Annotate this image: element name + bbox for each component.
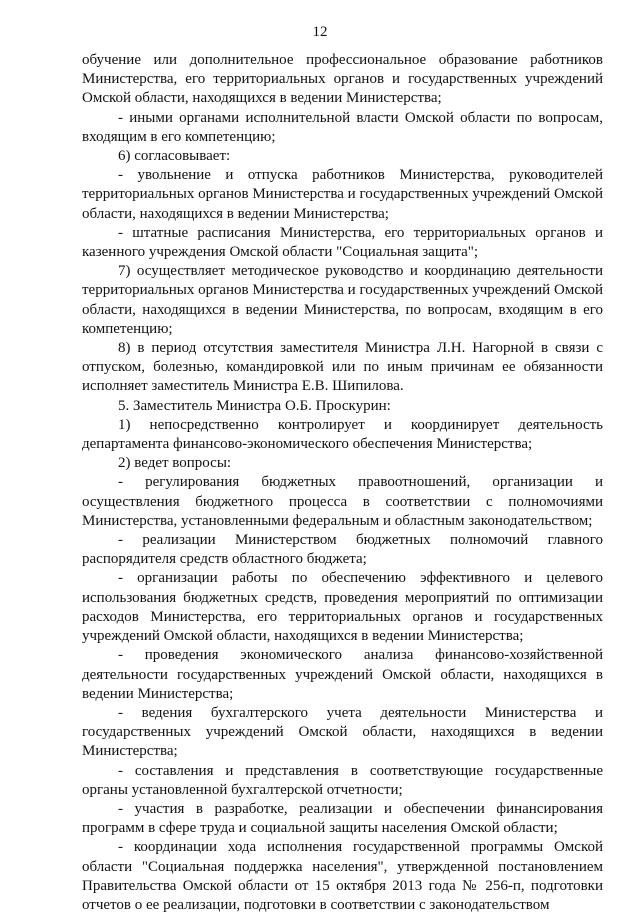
list-item-dismissal: - увольнение и отпуска работников Министерства, руководителей территориальных органов Министерства и государственных учреждений Омской области, находящихся в ведении Министерства; [82,167,603,222]
paragraph-continuation: обучение или дополнительное профессиональное образование работников Министерства, его территориальных органов и государственных учреждений Омской области, находящихся в ведении Министерства; [82,52,603,107]
list-item-staff-schedules: - штатные расписания Министерства, его территориальных органов и казенного учреждения Омской области "Социальная защита"; [82,224,603,261]
list-item-efficient-use: - организации работы по обеспечению эффективного и целевого использования бюджетных средств, проведения мероприятий по оптимизации расходов Министерства, его территориальных органов и государственных учреждений Омской области, находящихся в ведении Министерства; [82,570,603,645]
section-5-heading: 5. Заместитель Министра О.Б. Проскурин: [118,397,391,414]
list-item-budget-relations: - регулирования бюджетных правоотношений, организации и осуществления бюджетного процесса в соответствии с полномочиями Министерства, установленными федеральным и областным законодательством; [82,474,603,529]
list-item-reporting: - составления и представления в соответствующие государственные органы установленной бухгалтерской отчетности; [82,762,603,798]
item-7: 7) осуществляет методическое руководство и координацию деятельности территориальных органов Министерства и государственных учреждений Омской области, находящихся в ведении Министерства, по вопросам, входящим в его компетенцию; [82,263,603,337]
page-number: 12 [312,24,328,40]
list-item-economic-analysis: - проведения экономического анализа финансово-хозяйственной деятельности государственных учреждений Омской области, находящихся в ведении Министерства; [82,647,603,702]
document-body [82,51,603,915]
item-2-heading: 2) ведет вопросы: [118,455,232,472]
item-8: 8) в период отсутствия заместителя Министра Л.Н. Нагорной в связи с отпуском, болезнью, командировкой или по иным причинам ее обязанности исполняет заместитель Министра Е.В. Шипилова. [82,340,603,395]
item-1-controls: 1) непосредственно контролирует и координирует деятельность департамента финансово-экономического обеспечения Министерства; [82,416,603,453]
list-item-budget-powers: - реализации Министерством бюджетных полномочий главного распорядителя средств областного бюджета; [82,532,603,568]
list-item-accounting: - ведения бухгалтерского учета деятельности Министерства и государственных учреждений Омской области, находящихся в ведении Министерства; [82,704,603,760]
list-item-programs: - участия в разработке, реализации и обеспечении финансирования программ в сфере труда и социальной защиты населения Омской области; [82,800,603,837]
item-6-heading: 6) согласовывает: [118,148,231,165]
list-item-state-program: - координации хода исполнения государственной программы Омской области "Социальная поддержка населения", утвержденной постановлением Правительства Омской области от 15 октября 2013 года № 256-п, подготовки отчетов о ее реализации, подготовки в соответствии с законодательством [82,839,603,913]
list-item-executive-bodies: - иными органами исполнительной власти Омской области по вопросам, входящим в его компетенцию; [82,109,603,145]
